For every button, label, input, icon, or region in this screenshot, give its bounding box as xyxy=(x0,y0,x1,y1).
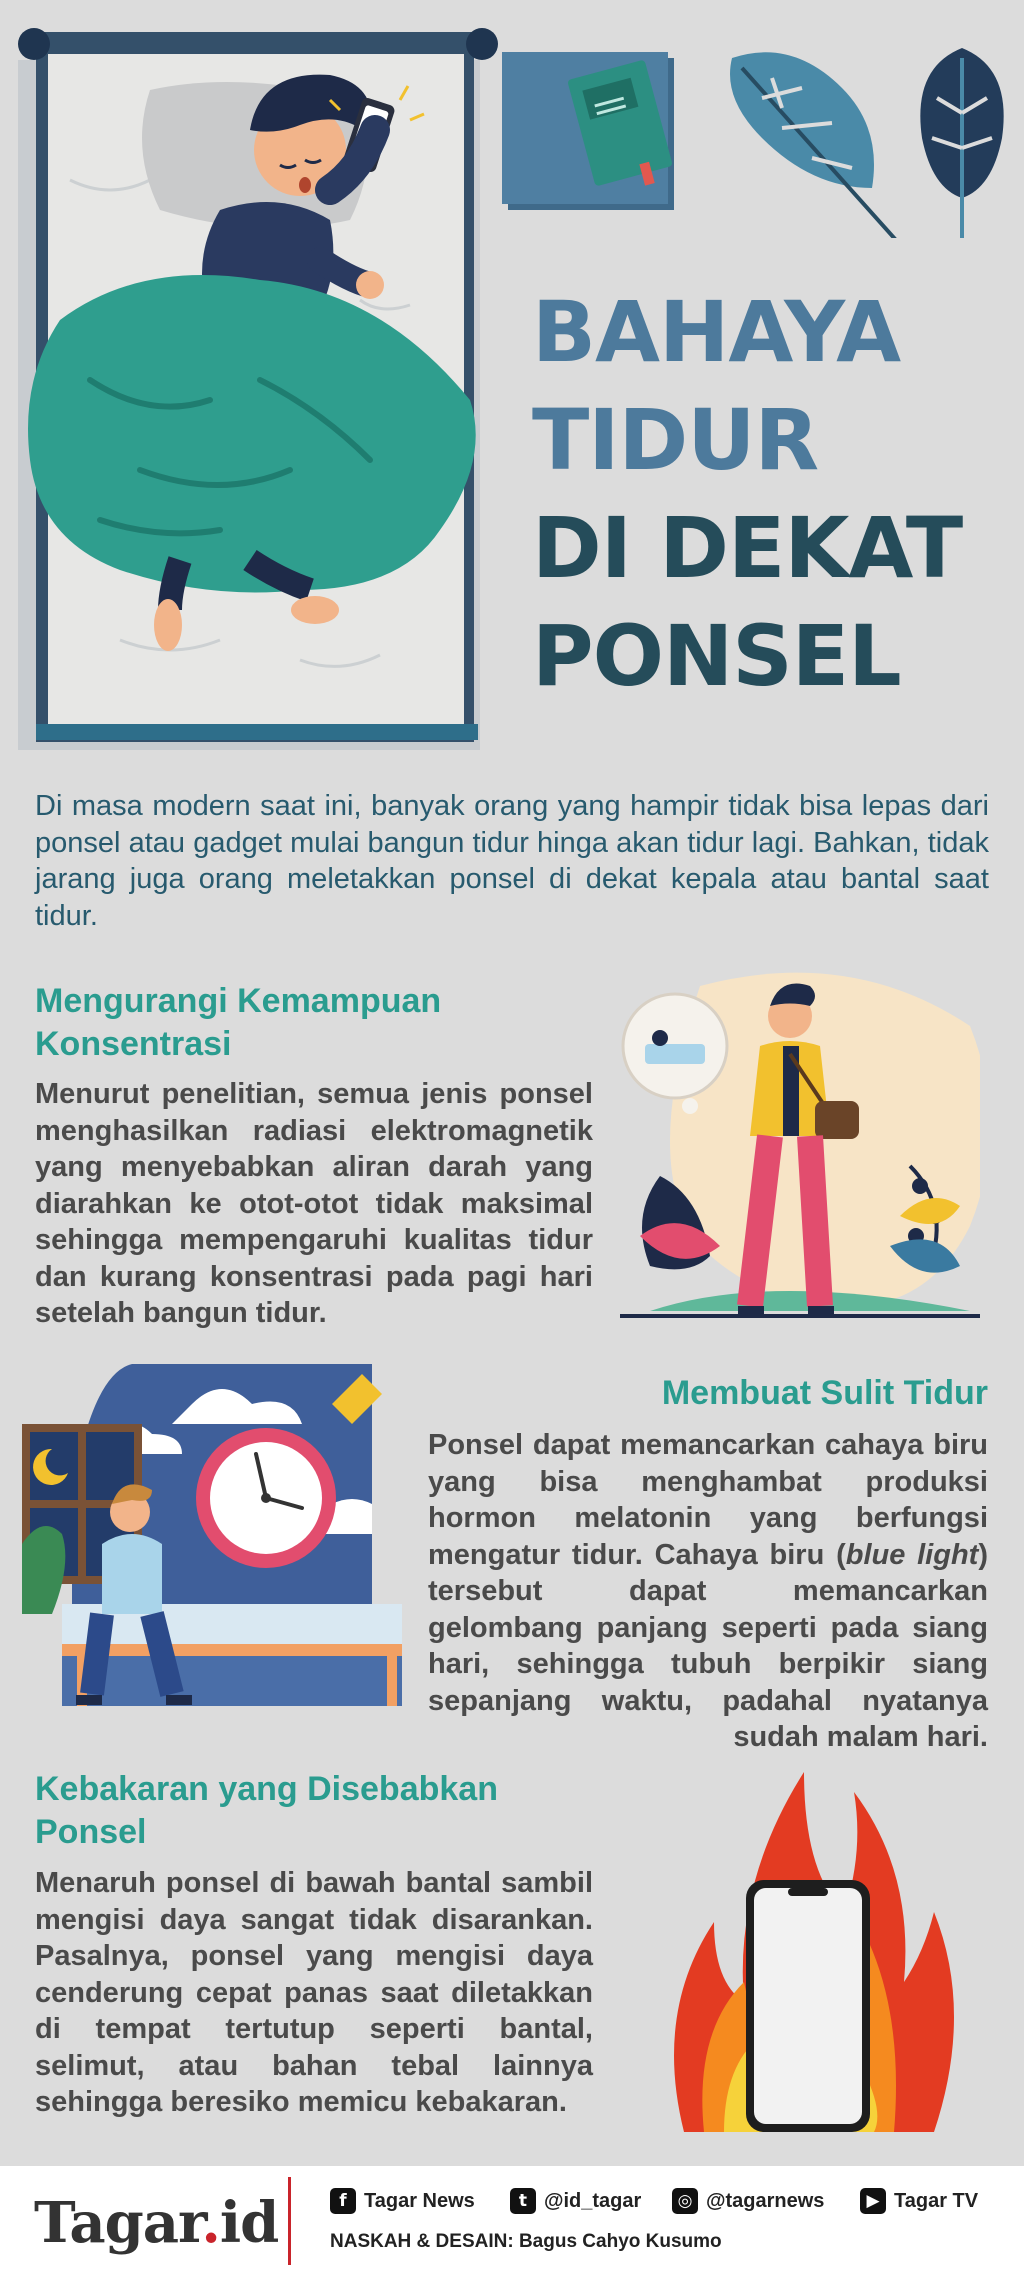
section-2-body-italic: blue light xyxy=(845,1538,979,1571)
instagram-link[interactable] xyxy=(672,2188,824,2214)
title-line-4: PONSEL xyxy=(532,607,901,705)
section-3-body: Menaruh ponsel di bawah bantal sambil mengisi daya sangat tidak disarankan. Pasalnya, ponsel yang mengisi daya cenderung cepat panas saat diletakkan di tempat tertutup seperti bantal, selimut, atau bahan tebal lainnya sehingga beresiko memicu kebakaran. xyxy=(35,1867,593,2118)
instagram-icon: ◎ xyxy=(672,2188,698,2214)
twitter-label: @id_tagar xyxy=(544,2189,642,2212)
instagram-label: @tagarnews xyxy=(706,2189,825,2212)
sleeping-person-illustration xyxy=(0,0,500,760)
section-2-heading: Membuat Sulit Tidur xyxy=(661,1374,988,1412)
logo-text: Tagar xyxy=(34,2190,202,2256)
section-3-heading: Kebakaran yang Disebabkan Ponsel xyxy=(35,1770,498,1851)
leaves-illustration xyxy=(722,38,1022,238)
facebook-label: Tagar News xyxy=(364,2189,475,2212)
section-2-body-end: ) tersebut dapat memancarkan gelombang panjang seperti pada siang hari, sehingga tubuh berpikir siang sepanjang waktu, padahal nyatanya sudah malam hari. xyxy=(428,1538,988,1753)
page-title xyxy=(532,278,1002,710)
twitter-icon: t xyxy=(510,2188,536,2214)
insomnia-clock-illustration xyxy=(22,1364,402,1714)
section-1-heading: Mengurangi Kemampuan Konsentrasi xyxy=(35,982,442,1063)
intro-paragraph: Di masa modern saat ini, banyak orang yang hampir tidak bisa lepas dari ponsel atau gadget mulai bangun tidur hinga akan tidur lagi. Bahkan, tidak jarang juga orang meletakkan ponsel di dekat kepala atau bantal saat tidur. xyxy=(35,790,989,932)
title-line-1: BAHAYA xyxy=(532,283,901,381)
logo-dot: . xyxy=(201,2190,220,2256)
section-2-body xyxy=(428,1427,988,1756)
title-line-2: TIDUR xyxy=(532,391,819,489)
book-illustration xyxy=(500,48,680,218)
credit-text: NASKAH & DESAIN: Bagus Cahyo Kusumo xyxy=(330,2231,722,2252)
twitter-link[interactable] xyxy=(510,2188,641,2214)
facebook-link[interactable] xyxy=(330,2188,475,2214)
title-line-3: DI DEKAT xyxy=(532,499,963,597)
youtube-icon: ▶ xyxy=(860,2188,886,2214)
facebook-icon: f xyxy=(330,2188,356,2214)
tagar-logo[interactable] xyxy=(34,2190,278,2256)
youtube-link[interactable] xyxy=(860,2188,978,2214)
sleepy-walking-person-illustration xyxy=(620,966,980,1326)
footer-divider xyxy=(288,2177,291,2265)
logo-suffix: id xyxy=(219,2190,279,2256)
youtube-label: Tagar TV xyxy=(894,2189,979,2212)
phone-on-fire-illustration xyxy=(664,1752,954,2152)
section-1-body: Menurut penelitian, semua jenis ponsel menghasilkan radiasi elektromagnetik yang menyebabkan aliran darah yang diarahkan ke otot-otot tidak maksimal sehingga mempengaruhi kualitas tidur dan kurang konsentrasi pada pagi hari setelah bangun tidur. xyxy=(35,1078,593,1329)
section-2-body-start: Ponsel dapat memancarkan cahaya biru yang bisa menghambat produksi hormon melatonin yang berfungsi mengatur tidur. Cahaya biru ( xyxy=(428,1429,988,1571)
